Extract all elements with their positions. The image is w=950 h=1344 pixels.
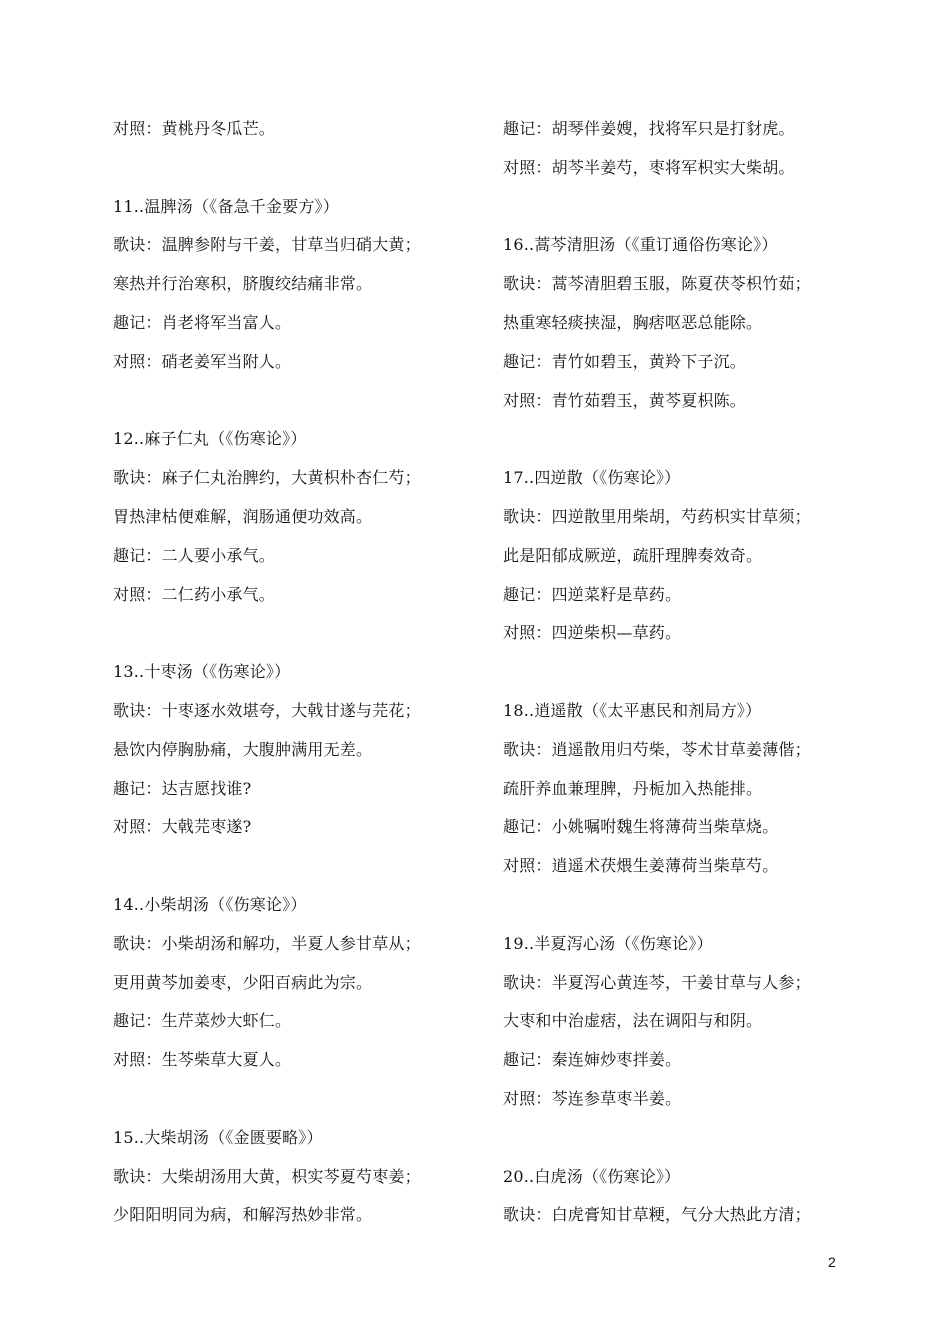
- text-line: 少阳阳明同为病，和解泻热妙非常。: [113, 1205, 373, 1225]
- text-line: 对照：芩连参草枣半姜。: [503, 1088, 682, 1108]
- paragraph-gap: [503, 886, 883, 925]
- paragraph-gap: [113, 1080, 493, 1119]
- text-line: 胃热津枯便难解，润肠通便功效高。: [113, 506, 373, 526]
- text-line: 趣记：四逆菜籽是草药。: [503, 584, 682, 604]
- text-line: 歌诀：逍遥散用归芍柴，苓术甘草姜薄偕；: [503, 739, 811, 759]
- formula-heading: 15..大柴胡汤（《金匮要略》）: [113, 1127, 323, 1147]
- text-line: 趣记：胡琴伴姜嫂，找将军只是打豺虎。: [503, 119, 795, 138]
- text-line: 歌诀：小柴胡汤和解功，半夏人参甘草从；: [113, 933, 421, 953]
- text-line: 趣记：小姚嘱咐魏生将薄荷当柴草烧。: [503, 817, 779, 837]
- text-line: 对照：四逆柴枳—草药。: [503, 623, 682, 643]
- paragraph-gap: [503, 1119, 883, 1158]
- page-number: 2: [828, 1254, 836, 1270]
- paragraph-gap: [113, 149, 493, 188]
- text-line: 热重寒轻痰挟湿，胸痞呕恶总能除。: [503, 312, 763, 332]
- text-line: 疏肝养血兼理脾，丹栀加入热能排。: [503, 778, 763, 798]
- left-column: [113, 110, 493, 1235]
- text-line: 对照：逍遥术茯煨生姜薄荷当柴草芍。: [503, 856, 779, 876]
- text-line: 此是阳郁成厥逆，疏肝理脾奏效奇。: [503, 545, 763, 565]
- text-line: 寒热并行治寒积，脐腹绞结痛非常。: [113, 274, 373, 294]
- text-line: 趣记：秦连婶炒枣拌姜。: [503, 1050, 682, 1070]
- text-line: 大枣和中治虚痞，法在调阳与和阴。: [503, 1011, 763, 1031]
- paragraph-gap: [113, 614, 493, 653]
- text-line: 歌诀：十枣逐水效堪夸，大戟甘遂与芫花；: [113, 700, 421, 720]
- text-line: 趣记：生芹菜炒大虾仁。: [113, 1011, 292, 1031]
- text-line: 趣记：达吉愿找谁?: [113, 778, 252, 798]
- text-line: 歌诀：白虎膏知甘草粳，气分大热此方清；: [503, 1205, 811, 1225]
- formula-heading: 12..麻子仁丸（《伤寒论》）: [113, 429, 307, 449]
- text-line: 歌诀：麻子仁丸治脾约，大黄枳朴杏仁芍；: [113, 468, 421, 488]
- right-column: [503, 110, 883, 1235]
- text-line: 趣记：二人要小承气。: [113, 545, 276, 565]
- text-line: 趣记：青竹如碧玉，黄羚下子沉。: [503, 351, 747, 371]
- text-line: 对照：硝老姜军当附人。: [113, 351, 292, 371]
- text-line: 对照：二仁药小承气。: [113, 584, 276, 604]
- paragraph-gap: [503, 420, 883, 459]
- formula-heading: 17..四逆散（《伤寒论》）: [503, 468, 681, 488]
- paragraph-gap: [503, 188, 883, 227]
- formula-heading: 16..蒿芩清胆汤（《重订通俗伤寒论》）: [503, 235, 778, 255]
- text-line: 歌诀：蒿芩清胆碧玉服，陈夏茯苓枳竹茹；: [503, 274, 811, 294]
- text-line: 对照：青竹茹碧玉，黄芩夏枳陈。: [503, 390, 747, 410]
- text-line: 对照：大戟芫枣遂?: [113, 817, 252, 837]
- text-line: 歌诀：温脾参附与干姜，甘草当归硝大黄；: [113, 235, 421, 255]
- text-line: 歌诀：大柴胡汤用大黄，枳实芩夏芍枣姜；: [113, 1166, 421, 1186]
- paragraph-gap: [113, 847, 493, 886]
- text-line: 悬饮内停胸胁痛，大腹肿满用无差。: [113, 739, 373, 759]
- formula-heading: 14..小柴胡汤（《伤寒论》）: [113, 894, 307, 914]
- text-line: 趣记：肖老将军当富人。: [113, 312, 292, 332]
- formula-heading: 13..十枣汤（《伤寒论》）: [113, 662, 291, 682]
- text-line: 对照：胡芩半姜芍，枣将军枳实大柴胡。: [503, 157, 795, 177]
- text-line: 歌诀：四逆散里用柴胡，芍药枳实甘草须；: [503, 506, 811, 526]
- formula-heading: 19..半夏泻心汤（《伤寒论》）: [503, 933, 713, 953]
- text-line: 歌诀：半夏泻心黄连芩，干姜甘草与人参；: [503, 972, 811, 992]
- text-line: 更用黄芩加姜枣，少阳百病此为宗。: [113, 972, 373, 992]
- text-line: 对照：生芩柴草大夏人。: [113, 1050, 292, 1070]
- text-line: 对照：黄桃丹冬瓜芒。: [113, 119, 276, 138]
- paragraph-gap: [113, 382, 493, 421]
- paragraph-gap: [503, 653, 883, 692]
- formula-heading: 11..温脾汤（《备急千金要方》）: [113, 196, 339, 216]
- formula-heading: 20..白虎汤（《伤寒论》）: [503, 1166, 681, 1186]
- formula-heading: 18..逍遥散（《太平惠民和剂局方》）: [503, 700, 762, 720]
